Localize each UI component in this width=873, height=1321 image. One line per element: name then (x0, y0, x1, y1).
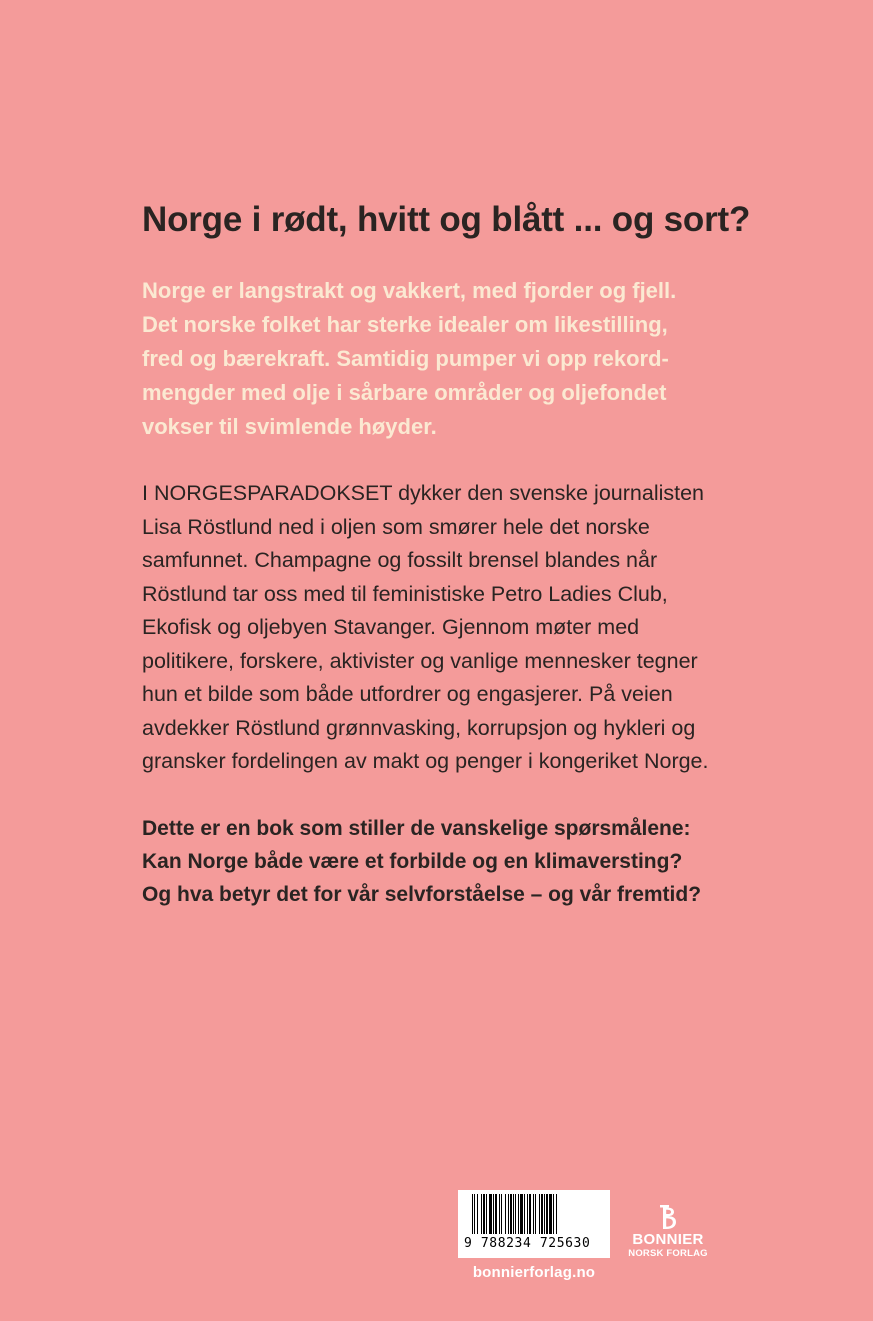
barcode-bar (483, 1194, 485, 1234)
lead-line: mengder med olje i sårbare områder og oljefondet (142, 380, 667, 405)
barcode-bar (495, 1194, 497, 1234)
cover-headline: Norge i rødt, hvitt og blått ... og sort? (142, 200, 751, 239)
body-line: politikere, forskere, aktivister og vanlige mennesker tegner (142, 648, 698, 673)
barcode-bar (481, 1194, 482, 1234)
barcode-bar (549, 1194, 552, 1234)
barcode-bar (505, 1194, 506, 1234)
barcode-bar (527, 1194, 528, 1234)
barcode-bar (477, 1194, 478, 1234)
barcode-bar (546, 1194, 548, 1234)
isbn-number: 9 788234 725630 (464, 1236, 591, 1251)
body-line: hun et bilde som både utfordrer og engasjerer. På veien (142, 682, 673, 706)
barcode-bar (533, 1194, 534, 1234)
barcode-bar (501, 1194, 502, 1234)
barcode-bar (513, 1194, 514, 1234)
body-line: Lisa Röstlund ned i oljen som smører hele det norske (142, 514, 650, 539)
barcode-bar (524, 1194, 525, 1234)
closing-line: Dette er en bok som stiller de vanskelige spørsmålene: (142, 817, 691, 840)
body-line: Röstlund tar oss med til feministiske Petro Ladies Club, (142, 581, 668, 606)
barcode-bar (518, 1194, 519, 1234)
bonnier-b-logo-icon (657, 1205, 679, 1229)
barcode-bar (541, 1194, 543, 1234)
lead-paragraph (142, 274, 782, 444)
body-paragraph (142, 477, 802, 779)
barcode-bar (493, 1194, 494, 1234)
barcode-bar (520, 1194, 523, 1234)
publisher-website: bonnierforlag.no (472, 1264, 596, 1281)
barcode-bar (510, 1194, 512, 1234)
closing-paragraph (142, 812, 802, 911)
body-line: samfunnet. Champagne og fossilt brensel blandes når (142, 548, 658, 572)
lead-line: Det norske folket har sterke idealer om likestilling, (142, 312, 668, 337)
body-line: avdekker Röstlund grønnvasking, korrupsjon og hykleri og (142, 715, 696, 740)
barcode-bar (544, 1194, 545, 1234)
barcode-bar (508, 1194, 509, 1234)
publisher-logo-block (626, 1205, 710, 1259)
body-line: gransker fordelingen av makt og penger i kongeriket Norge. (142, 749, 709, 773)
publisher-name: BONNIER (632, 1231, 704, 1248)
barcode-bar (529, 1194, 531, 1234)
barcode-bar (553, 1194, 554, 1234)
closing-line: Kan Norge både være et forbilde og en klimaversting? (142, 850, 683, 873)
body-line: I NORGESPARADOKSET dykker den svenske journalisten (142, 481, 705, 505)
publisher-subtitle: NORSK FORLAG (628, 1248, 708, 1259)
barcode-bar (474, 1194, 475, 1234)
barcode-bar (515, 1194, 516, 1234)
lead-line: fred og bærekraft. Samtidig pumper vi opp rekord- (142, 346, 669, 371)
barcode-bar (472, 1194, 473, 1234)
lead-line: vokser til svimlende høyder. (142, 414, 437, 439)
barcode-bar (539, 1194, 540, 1234)
barcode-bar (535, 1194, 536, 1234)
barcode-bar (489, 1194, 492, 1234)
isbn-barcode (458, 1190, 610, 1258)
body-line: Ekofisk og oljebyen Stavanger. Gjennom møter med (142, 615, 640, 639)
barcode-bar (499, 1194, 500, 1234)
barcode-bar (486, 1194, 487, 1234)
closing-line: Og hva betyr det for vår selvforståelse – og vår fremtid? (142, 883, 702, 906)
lead-line: Norge er langstrakt og vakkert, med fjorder og fjell. (142, 278, 677, 303)
barcode-bar (556, 1194, 557, 1234)
